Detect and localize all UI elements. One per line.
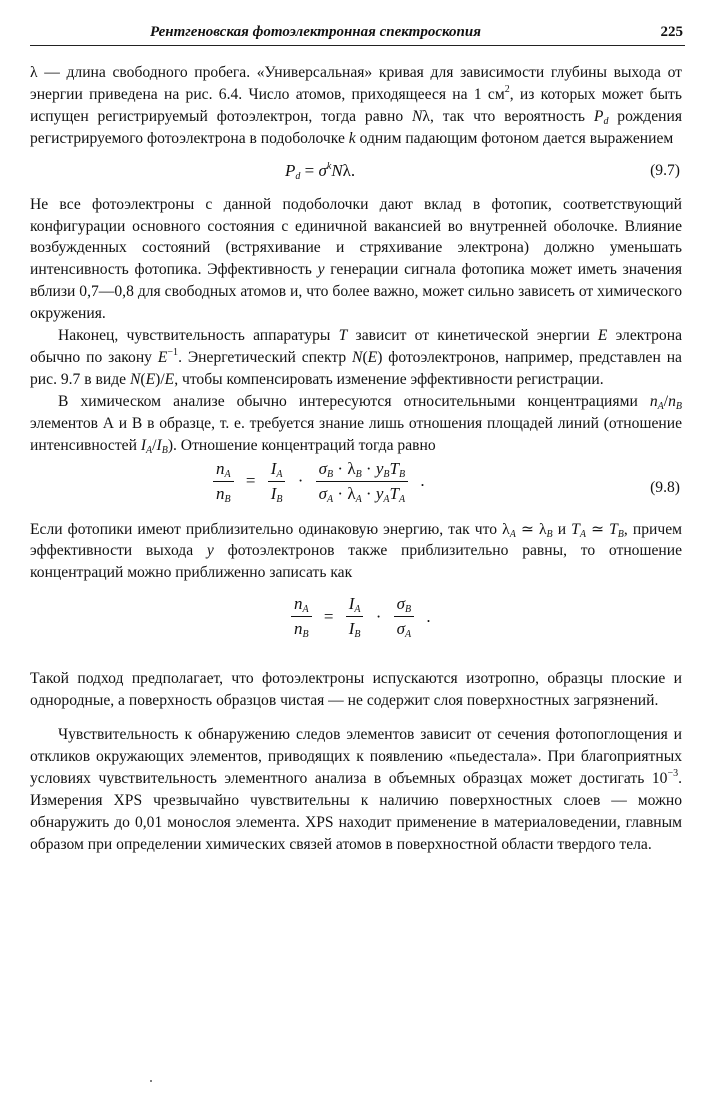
equation-9-8: $\frac{n_A}{n_B}$ = $\frac{I_A}{I_B}$ · $\frac{\sigma_B \cdot \lambda_B \cdot y_BT_B}{\sigma_A \cdot \lambda_A \cdot y_AT_A}$ . (9.8) (30, 457, 682, 519)
paragraph-2: Не все фотоэлектроны с данной подоболочки дают вклад в фотопик, соответствующий конфигурации основного состояния с единичной вакансией во внутренней оболочке. Влияние возбужденных состояний (встряхивание и стряхивание электрона) должно уменьшать интенсивность фотопика. Эффективность y генерации сигнала фотопика может иметь значения вблизи 0,7—0,8 для свободных атомов и, что более важно, может сильно зависеть от химического окружения. (30, 195, 682, 323)
page-body (30, 62, 682, 855)
equation-number: (9.7) (650, 161, 680, 179)
speck (150, 1080, 152, 1082)
paragraph-4: В химическом анализе обычно интересуются относительными концентрациями $n_A/n_B$ элементов А и В в образце, т. е. требуется знание лишь отношения площадей линий (отношение интенсивностей $I_A/I_B$). Отношение концентраций тогда равно (30, 392, 682, 456)
paragraph-1: λ — длина свободного пробега. «Универсальная» кривая для зависимости глубины выхода от энергии приведена на рис. 6.4. Число атомов, приходящееся на 1 $см^2$, из которых может быть испущен регистрируемый фотоэлектрон, тогда равно Nλ, так что вероятность $P_d$ рождения регистрируемого фотоэлектрона в подоболочке k одним падающим фотоном дается выражением (30, 64, 682, 147)
equation-number: (9.8) (650, 478, 680, 496)
equation-approx: $\frac{n_A}{n_B}$ = $\frac{I_A}{I_B}$ · $\frac{\sigma_B}{\sigma_A}$ . (30, 592, 682, 656)
paragraph-7: Чувствительность к обнаружению следов элементов зависит от сечения фотопоглощения и откликов окружающих элементов, приводящих к появлению «пьедестала». При благоприятных условиях чувствительность элементного анализа в объемных образцах может достигать $10^{-3}$. Измерения XPS чрезвычайно чувствительны к наличию поверхностных слоев — можно обнаружить до 0,01 монослоя элемента. XPS находит применение в материаловедении, главным образом при определении химических связей атомов в поверхностной области твердого тела. (30, 726, 682, 853)
equation-9-7: $P_d = \sigma^kN\lambda$. (9.7) (285, 160, 680, 182)
paragraph-5: Если фотопики имеют приблизительно одинаковую энергию, так что $\lambda_A$ ≃ $\lambda_B$ и $T_A$ ≃ $T_B$, причем эффективности выхода y фотоэлектронов также приблизительно равны, то отношение концентраций можно приближенно записать как (30, 520, 683, 582)
page-number: 225 (660, 24, 683, 40)
paragraph-6: Такой подход предполагает, что фотоэлектроны испускаются изотропно, образцы плоские и однородные, а поверхность образцов чистая — не содержит слоя поверхностных загрязнений. (30, 670, 682, 710)
paragraph-3: Наконец, чувствительность аппаратуры T зависит от кинетической энергии E электрона обычно по закону $E^{-1}$. Энергетический спектр N(E) фотоэлектронов, например, представлен на рис. 9.7 в виде N(E)/E, чтобы компенсировать изменение эффективности регистрации. (30, 327, 682, 388)
page-header (30, 22, 685, 46)
header-rule (30, 45, 685, 46)
running-title: Рентгеновская фотоэлектронная спектроскопия (150, 24, 481, 40)
